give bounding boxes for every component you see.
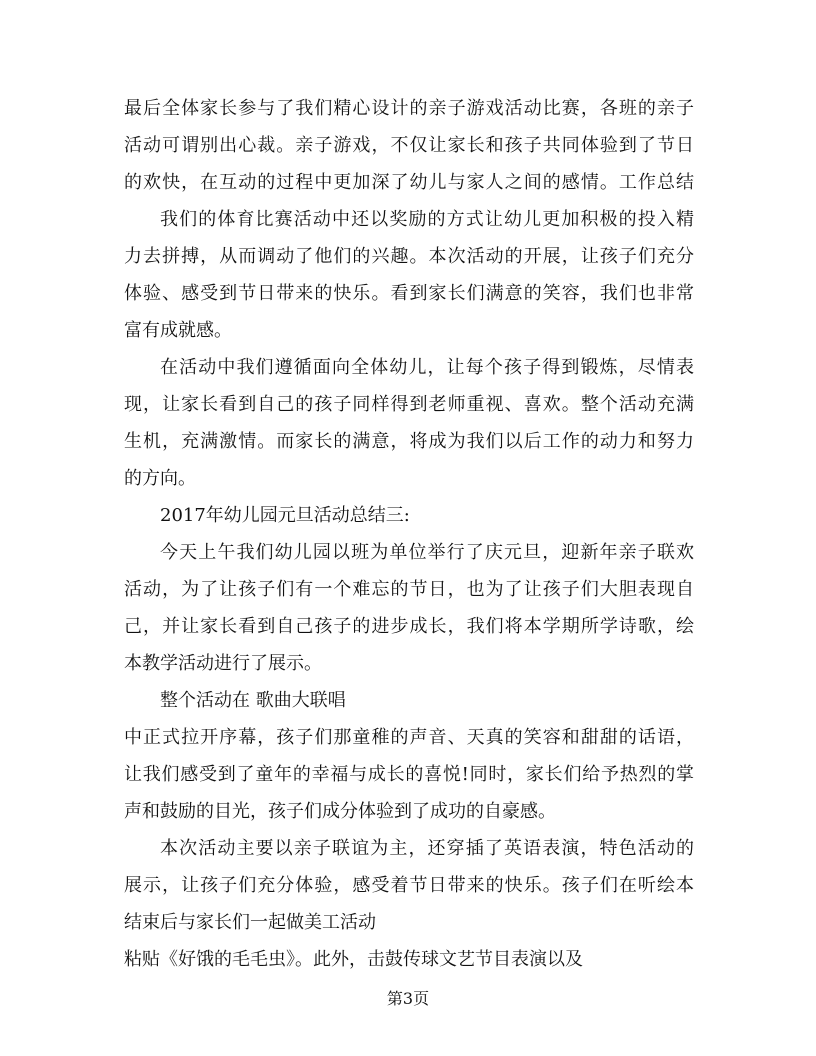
body-line: 在活动中我们遵循面向全体幼儿，让每个孩子得到锻炼，尽情表: [160, 357, 694, 378]
body-line: 富有成就感。: [124, 320, 232, 341]
body-line: 活动，为了让孩子们有一个难忘的节日，也为了让孩子们大胆表现自: [124, 579, 694, 600]
body-line: 我们的体育比赛活动中还以奖励的方式让幼儿更加积极的投入精: [160, 209, 694, 230]
body-line: 现，让家长看到自己的孩子同样得到老师重视、喜欢。整个活动充满: [124, 394, 694, 415]
body-line: 生机，充满激情。而家长的满意，将成为我们以后工作的动力和努力: [124, 431, 694, 452]
body-line: 力去拼搏，从而调动了他们的兴趣。本次活动的开展，让孩子们充分: [124, 246, 694, 267]
body-line: 整个活动在 歌曲大联唱: [160, 690, 346, 711]
page-number: 第3页: [386, 989, 430, 1008]
body-line: 让我们感受到了童年的幸福与成长的喜悦!同时，家长们给予热烈的掌: [124, 764, 694, 785]
body-line: 最后全体家长参与了我们精心设计的亲子游戏活动比赛，各班的亲子: [124, 98, 694, 119]
body-line: 本次活动主要以亲子联谊为主，还穿插了英语表演，特色活动的: [160, 838, 694, 859]
body-line: 的方向。: [124, 468, 196, 489]
body-line: 的欢快，在互动的过程中更加深了幼儿与家人之间的感情。工作总结: [124, 172, 694, 193]
body-line: 结束后与家长们一起做美工活动: [124, 912, 376, 933]
body-line: 粘贴《好饿的毛毛虫》。此外，击鼓传球文艺节目表演以及: [124, 949, 583, 970]
body-line: 中正式拉开序幕，孩子们那童稚的声音、天真的笑容和甜甜的话语，: [124, 727, 694, 748]
body-line: 体验、感受到节日带来的快乐。看到家长们满意的笑容，我们也非常: [124, 283, 694, 304]
body-line: 今天上午我们幼儿园以班为单位举行了庆元旦，迎新年亲子联欢: [160, 542, 694, 563]
body-line: 本教学活动进行了展示。: [124, 653, 322, 674]
body-line: 活动可谓别出心裁。亲子游戏，不仅让家长和孩子共同体验到了节日: [124, 135, 694, 156]
body-line: 声和鼓励的目光，孩子们成分体验到了成功的自豪感。: [124, 801, 556, 822]
body-line: 己，并让家长看到自己孩子的进步成长，我们将本学期所学诗歌，绘: [124, 616, 694, 637]
section-heading: 2017年幼儿园元旦活动总结三:: [160, 505, 410, 526]
body-line: 展示，让孩子们充分体验，感受着节日带来的快乐。孩子们在听绘本: [124, 875, 694, 896]
